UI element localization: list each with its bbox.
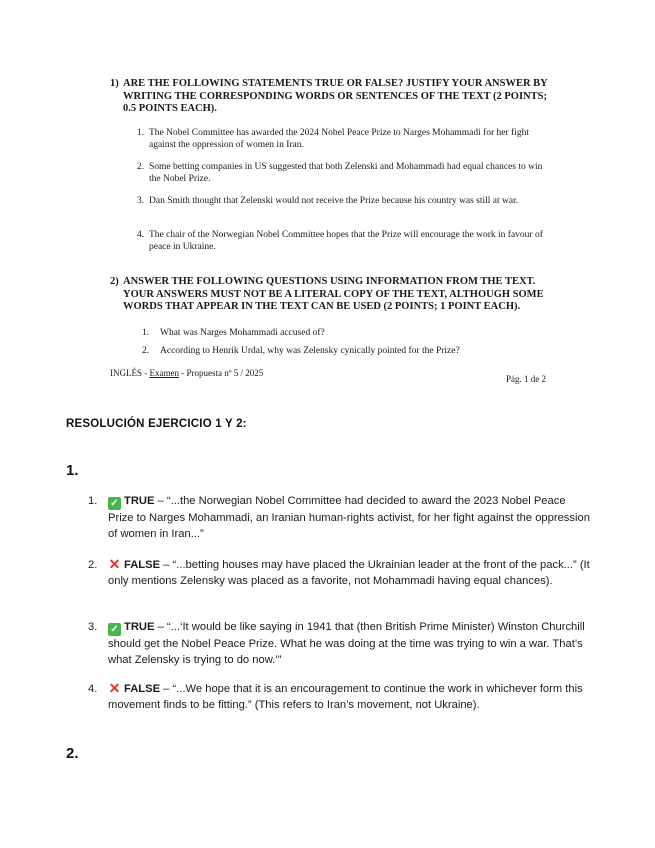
cross-mark-icon: ✕: [108, 680, 121, 696]
section-2-heading: 2.: [66, 745, 79, 762]
statement-3: 3. Dan Smith thought that Zelenski would not receive the Prize because his country was still at war.: [137, 196, 519, 206]
answer-2: 2. ✕ FALSE – “...betting houses may have placed the Ukrainian leader at the front of the pack...” (It only mentions Zelensky was placed as a favorite, not Mohammadi having equal chances).: [88, 556, 590, 587]
question-2-heading: 2) ANSWER THE FOLLOWING QUESTIONS USING INFORMATION FROM THE TEXT. YOUR ANSWERS MUST NOT BE A LITERAL COPY OF THE TEXT, ALTHOUGH SOME WORDS THAT APPEAR IN THE TEXT CAN BE USED (2 POINTS; 1 POINT EACH).: [110, 276, 544, 312]
check-mark-icon: ✓: [108, 497, 121, 510]
statement-2: 2. Some betting companies in US suggested that both Zelenski and Mohammadi had equal chances to win the Nobel Prize.: [137, 162, 543, 184]
answer-4: 4. ✕ FALSE – “...We hope that it is an encouragement to continue the work in whichever form this movement finds to be fitting.” (This refers to Iran’s movement, not Ukraine).: [88, 680, 583, 711]
check-mark-icon: ✓: [108, 623, 121, 636]
statement-1: 1. The Nobel Committee has awarded the 2024 Nobel Peace Prize to Narges Mohammadi for her fight against the oppression of women in Iran.: [137, 128, 529, 150]
cross-mark-icon: ✕: [108, 556, 121, 572]
exam-footer-label: INGLÉS - Examen - Propuesta nº 5 / 2025: [110, 368, 264, 378]
scanned-exam-excerpt: [0, 0, 655, 400]
answer-1: 1. ✓ TRUE – “...the Norwegian Nobel Committee had decided to award the 2023 Nobel Peace Prize to Narges Mohammadi, an Iranian human-rights activist, for her fight against the oppression of women in Iran...”: [88, 495, 590, 540]
answer-3: 3. ✓ TRUE – “...‘It would be like saying in 1941 that (then British Prime Minister) Winston Churchill should get the Nobel Peace Prize. What he was doing at the time was trying to win a war. That’s what Zelensky is trying to do now.’”: [88, 621, 585, 666]
question-1-heading: 1) ARE THE FOLLOWING STATEMENTS TRUE OR FALSE? JUSTIFY YOUR ANSWER BY WRITING THE CORRESPONDING WORDS OR SENTENCES OF THE TEXT (2 POINTS; 0.5 POINTS EACH).: [110, 78, 548, 114]
resolution-title: RESOLUCIÓN EJERCICIO 1 Y 2:: [66, 418, 247, 430]
section-1-heading: 1.: [66, 462, 79, 479]
statement-4: 4. The chair of the Norwegian Nobel Committee hopes that the Prize will encourage the work in favour of peace in Ukraine.: [137, 230, 543, 252]
page-indicator: Pág. 1 de 2: [506, 374, 546, 384]
question-2-item-1: 1. What was Narges Mohammadi accused of?: [142, 328, 325, 338]
question-2-item-2: 2. According to Henrik Urdal, why was Zelensky cynically pointed for the Prize?: [142, 346, 460, 356]
